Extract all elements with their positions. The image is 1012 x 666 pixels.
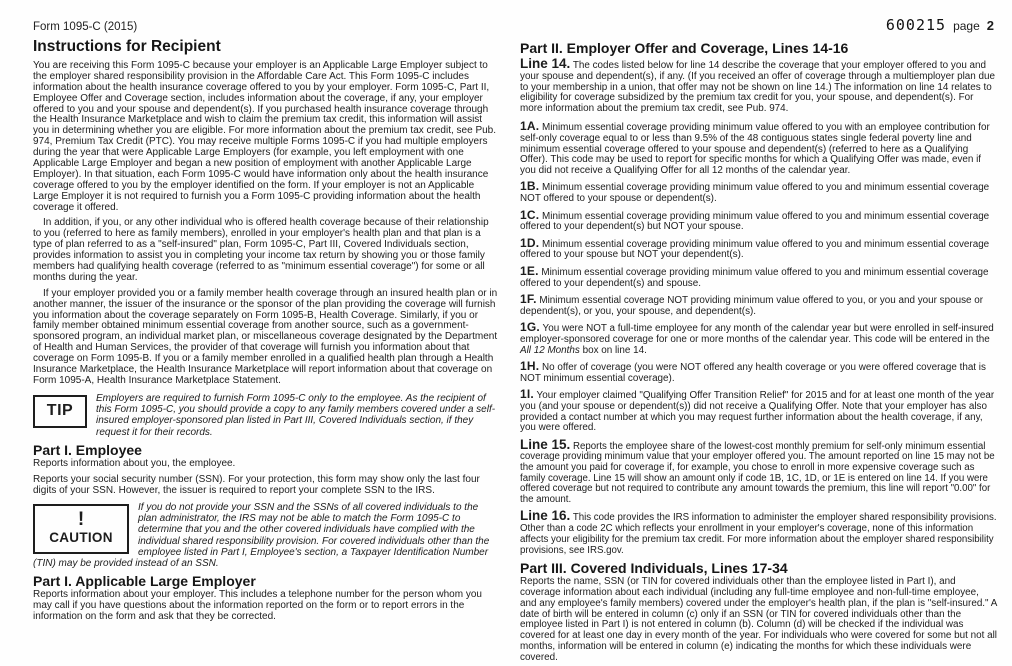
code-1d-label: 1D. xyxy=(520,235,540,250)
serial-number: 600215 xyxy=(885,16,947,34)
code-1e-text: Minimum essential coverage providing minimum value offered to you and minimum essential coverage offered to your dependent(s) and spouse. xyxy=(520,266,989,289)
code-1d-text: Minimum essential coverage providing minimum value offered to you and minimum essential coverage offered to your spouse but NOT your dependent(s). xyxy=(520,238,990,261)
intro-paragraph-3: If your employer provided you or a family member health coverage through an insured health plan or in another manner, the issuer of the insurance or the sponsor of the plan providing the coverage will furnish you information about the coverage separately on Form 1095-B, Health Coverage. Similarly, if you or family member obtained minimum essential coverage from another source, such as a government-sponsored program, an individual market plan, or miscellaneous coverage designated by the Department of Health and Human Services, the provider of that coverage will furnish you information about that coverage on Form 1095-B. If you or a family member enrolled in a qualified health plan through a Health Insurance Marketplace, the Health Insurance Marketplace will report information about that coverage on Form 1095-A, Health Insurance Marketplace Statement. xyxy=(33,287,498,386)
code-1f-label: 1F. xyxy=(520,291,537,306)
code-1h-text: No offer of coverage (you were NOT offered any health coverage or you were offered coverage that is NOT minimum essential coverage). xyxy=(520,361,986,384)
caution-label: CAUTION xyxy=(49,529,113,545)
code-1i-text: Your employer claimed "Qualifying Offer Transition Relief" for 2015 and for at least one month of the year you (and your spouse or dependent(s)) did not receive a Qualifying Offer. Note that your employer has also provided a contact number at which you may request further information about the health coverage, if any, you were offered. xyxy=(520,389,995,434)
section-heading-part3: Part III. Covered Individuals, Lines 17-34 xyxy=(520,560,788,577)
code-item-1f xyxy=(520,293,998,318)
code-item-1i xyxy=(520,388,998,434)
code-1e-label: 1E. xyxy=(520,263,539,278)
tip-text: Employers are required to furnish Form 1095-C only to the employee. As the recipient of this Form 1095-C, you should provide a copy to any family members covered under a self-insured employer-sponsored plan listed in Part III, Covered Individuals section, if they request it for their records. xyxy=(96,392,496,438)
code-1c-label: 1C. xyxy=(520,207,540,222)
section-heading-part2: Part II. Employer Offer and Coverage, Lines 14-16 xyxy=(520,40,849,56)
intro-paragraph-2: In addition, if you, or any other individual who is offered health coverage because of their relationship to you (referred to here as family members), enrolled in your employer's health plan and that plan is a type of plan referred to as a "self-insured" plan, Form 1095-C, Part III, Covered Individuals section, provides information to assist you in completing your income tax return by showing you or those family members had qualifying health coverage (referred to as "minimum essential coverage") for some or all months during the year. xyxy=(33,217,489,283)
page-number: 2 xyxy=(986,18,994,33)
line15-paragraph xyxy=(520,438,998,506)
part3-paragraph: Reports the name, SSN (or TIN for covered individuals other than the employee listed in Part I), and coverage information about each individual (including any full-time employee and non-full-time employee, and any employee's family members) covered under the employer's health plan, if the plan is "self-insured." A date of birth will be entered in column (c) only if an SSN (or TIN for covered individuals other than the employee listed in Part I) is not entered in column (b). Column (d) will be checked if the individual was covered for at least one day in every month of the year. For individuals who were covered for some but not all months, information will be entered in column (e) indicating the months for which these individuals were covered. xyxy=(520,576,997,663)
section-heading-part1-employee: Part I. Employee xyxy=(33,442,142,459)
code-item-1g xyxy=(520,321,998,356)
page-word: page xyxy=(953,19,980,33)
line14-text: The codes listed below for line 14 describe the coverage that your employer offered to you and your spouse and dependent(s), if any. (If you received an offer of coverage through a multiemployer plan due to your membership in a union, that offer may not be shown on line 14.) The information on line 14 relates to eligibility for coverage subsidized by the premium tax credit for you, your spouse, and dependent(s). For more information about the premium tax credit, see Pub. 974. xyxy=(520,60,996,115)
code-1b-label: 1B. xyxy=(520,179,540,194)
caution-text: If you do not provide your SSN and the SSNs of all covered individuals to the plan administrator, the IRS may not be able to match the Form 1095-C to determine that you and the other covered individuals have complied with the individual shared responsibility provision. For covered individuals other than the employee listed in Part I, Employee's section, a Taxpayer Identification Number (TIN) may be provided instead of an SSN. xyxy=(33,501,490,570)
line14-paragraph xyxy=(520,57,998,115)
part1-employee-paragraph-2: Reports your social security number (SSN). For your protection, this form may show only the last four digits of your SSN. However, the issuer is required to report your complete SSN to the IRS. xyxy=(33,473,480,496)
page-indicator xyxy=(886,16,998,34)
form-number: Form 1095-C (2015) xyxy=(33,21,138,33)
page-header xyxy=(33,16,998,34)
line16-paragraph xyxy=(520,509,998,556)
code-1g-end: box on line 14. xyxy=(579,344,647,356)
code-1b-text: Minimum essential coverage providing minimum value offered to you and minimum essential coverage NOT offered to your spouse or dependent(s). xyxy=(520,182,990,205)
code-1g-text: You were NOT a full-time employee for any month of the calendar year but were enrolled in self-insured employer-sponsored coverage for one or more months of the calendar year. This code will be entered in the xyxy=(520,322,994,345)
code-1a-text: Minimum essential coverage providing minimum value offered to you with an employee contribution for self-only coverage equal to or less than 9.5% of the 48 contiguous states single federal poverty line and minimum essential coverage offered to your spouse and dependent(s) (referred to here as a Qualifying Offer). This code may be used to report for specific months for which a Qualifying Offer was made, even if you did not receive a Qualifying Offer for all 12 months of the calendar year. xyxy=(520,121,990,177)
left-column xyxy=(33,36,499,666)
code-item-1a xyxy=(520,120,998,177)
exclamation-icon: ! xyxy=(77,509,85,531)
code-item-1b xyxy=(520,180,998,205)
section-heading-part1-ale: Part I. Applicable Large Employer xyxy=(33,573,256,590)
code-1g-italic: All 12 Months xyxy=(520,344,580,356)
code-1c-text: Minimum essential coverage providing minimum value offered to you and minimum essential coverage offered to your dependent(s) but NOT your spouse. xyxy=(520,210,990,233)
code-item-1e xyxy=(520,265,998,290)
caution-note xyxy=(33,502,499,570)
code-1h-label: 1H. xyxy=(520,358,540,373)
part1-ale-paragraph: Reports information about your employer. This includes a telephone number for the person whom you may call if you have questions about the information reported on the form or to report errors in the information on the form and ask that they be corrected. xyxy=(33,589,482,623)
code-item-1h xyxy=(520,360,998,385)
intro-paragraph-1: You are receiving this Form 1095-C because your employer is an Applicable Large Employer subject to the employer shared responsibility provision in the Affordable Care Act. This Form 1095-C includes information about the health insurance coverage offered to you by your employer. Form 1095-C, Part II, Employee Offer and Coverage section, includes information about the coverage, if any, your employer offered to you and your spouse and dependent(s). If you purchased health insurance coverage through the Health Insurance Marketplace and wish to claim the premium tax credit, this information will assist you in determining whether you are eligible. For more information about the premium tax credit, see Pub. 974, Premium Tax Credit (PTC). You may receive multiple Forms 1095-C if you had multiple employers during the year that were Applicable Large Employers (for example, you left employment with one Applicable Large Employer and began a new position of employment with another Applicable Large Employer). In that situation, each Form 1095-C would have information only about the health insurance coverage offered to you by the employer identified on the form. If your employer is not an Applicable Large Employer it is not required to furnish you a Form 1095-C providing information about the health coverage it offered. xyxy=(33,60,497,213)
line15-label: Line 15. xyxy=(520,436,571,452)
line14-label: Line 14. xyxy=(520,56,571,71)
line16-label: Line 16. xyxy=(520,508,571,524)
code-1a-label: 1A. xyxy=(520,118,540,133)
right-column xyxy=(520,36,998,666)
line16-text: This code provides the IRS information to administer the employer shared responsibility provisions. Other than a code 2C which reflects your enrollment in your employer's coverage, none of this information affects your eligibility for the premium tax credit. For more information about the employer shared responsibility provisions, see IRS.gov. xyxy=(520,512,997,556)
line15-text: Reports the employee share of the lowest-cost monthly premium for self-only minimum essential coverage providing minimum value that your employer offered you. The amount reported on line 15 may not be the amount you paid for coverage if, for example, you chose to enroll in more expensive coverage such as family coverage. Line 15 will show an amount only if code 1B, 1C, 1D, or 1E is entered on line 14. If you were offered coverage but not required to contribute any amount towards the premium, this line will report "0.00" for the amount. xyxy=(520,440,995,506)
code-1g-label: 1G. xyxy=(520,319,540,334)
page-title: Instructions for Recipient xyxy=(33,38,221,55)
tip-icon xyxy=(33,395,87,428)
caution-icon xyxy=(33,504,129,554)
tip-note xyxy=(33,393,499,438)
code-1i-label: 1I. xyxy=(520,386,534,401)
code-item-1c xyxy=(520,209,998,234)
code-item-1d xyxy=(520,237,998,262)
code-1f-text: Minimum essential coverage NOT providing minimum value offered to you, or you and your spouse or dependent(s), or you, your spouse, and dependent(s). xyxy=(520,294,984,317)
tip-label: TIP xyxy=(46,402,74,420)
two-column-layout xyxy=(33,36,998,666)
part1-employee-paragraph-1: Reports information about you, the employee. xyxy=(33,458,236,470)
